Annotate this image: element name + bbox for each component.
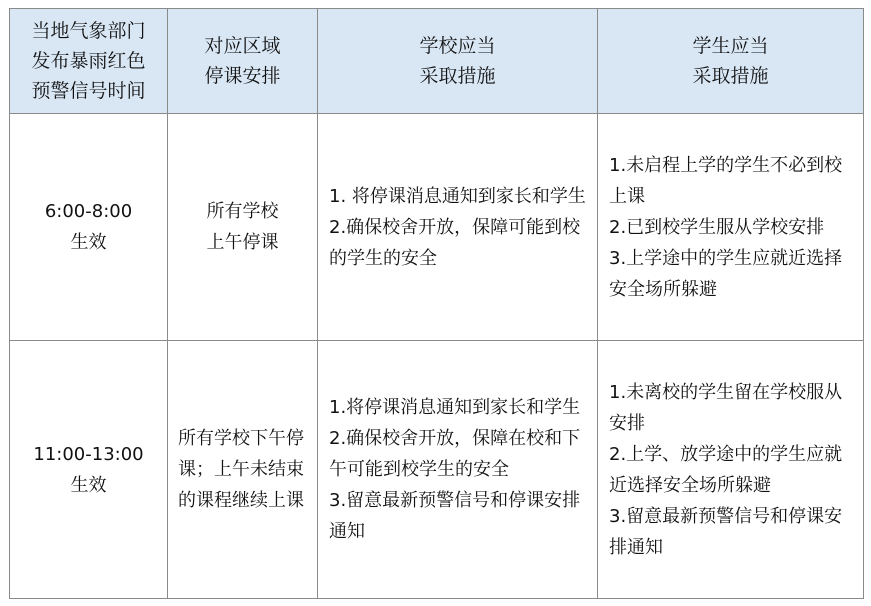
region-line: 上午停课 <box>206 232 279 253</box>
time-cell <box>10 341 168 599</box>
header-line: 学校应当 <box>419 35 496 57</box>
measure-item: 2.确保校舍开放，保障可能到校的学生的安全 <box>329 216 581 269</box>
measure-item: 1.将停课消息通知到家长和学生 <box>329 397 581 418</box>
time-effect: 生效 <box>70 474 107 496</box>
student-measures-cell <box>598 114 864 341</box>
header-region-arrangement <box>168 9 318 114</box>
header-line: 对应区域 <box>204 35 281 57</box>
measure-item: 2.上学、放学途中的学生应就近选择安全场所躲避 <box>609 443 843 496</box>
header-row <box>10 9 864 114</box>
header-line: 停课安排 <box>204 65 281 87</box>
header-student-measures <box>598 9 864 114</box>
region-line: 所有学校下午停课；上午未结束的课程继续上课 <box>178 428 304 511</box>
header-warning-time <box>10 9 168 114</box>
time-range: 6:00-8:00 <box>44 201 133 222</box>
region-cell <box>168 114 318 341</box>
time-effect: 生效 <box>70 232 107 253</box>
measure-item: 1.未启程上学的学生不必到校上课 <box>609 154 843 207</box>
measure-item: 3.留意最新预警信号和停课安排通知 <box>609 505 843 558</box>
header-line: 采取措施 <box>419 65 496 87</box>
school-measures-cell <box>318 114 598 341</box>
region-line: 所有学校 <box>206 201 279 222</box>
header-line: 学生应当 <box>692 35 769 57</box>
school-measures-cell <box>318 341 598 599</box>
table-row <box>10 114 864 341</box>
time-range: 11:00-13:00 <box>33 443 144 465</box>
student-measures-cell <box>598 341 864 599</box>
region-cell <box>168 341 318 599</box>
measure-item: 3.留意最新预警信号和停课安排通知 <box>329 490 581 542</box>
header-school-measures <box>318 9 598 114</box>
header-line: 预警信号时间 <box>31 80 146 102</box>
measure-item: 2.已到校学生服从学校安排 <box>609 216 825 238</box>
policy-table-wrapper <box>9 8 864 599</box>
header-line: 发布暴雨红色 <box>31 50 146 72</box>
measure-item: 1.未离校的学生留在学校服从安排 <box>609 381 843 434</box>
measure-item: 2.确保校舍开放，保障在校和下午可能到校学生的安全 <box>329 428 581 480</box>
measure-item: 1. 将停课消息通知到家长和学生 <box>329 185 586 207</box>
measure-item: 3.上学途中的学生应就近选择安全场所躲避 <box>609 247 843 300</box>
table-row <box>10 341 864 599</box>
time-cell <box>10 114 168 341</box>
header-line: 当地气象部门 <box>31 20 146 42</box>
header-line: 采取措施 <box>692 65 769 87</box>
rainstorm-class-suspension-table <box>9 8 864 599</box>
